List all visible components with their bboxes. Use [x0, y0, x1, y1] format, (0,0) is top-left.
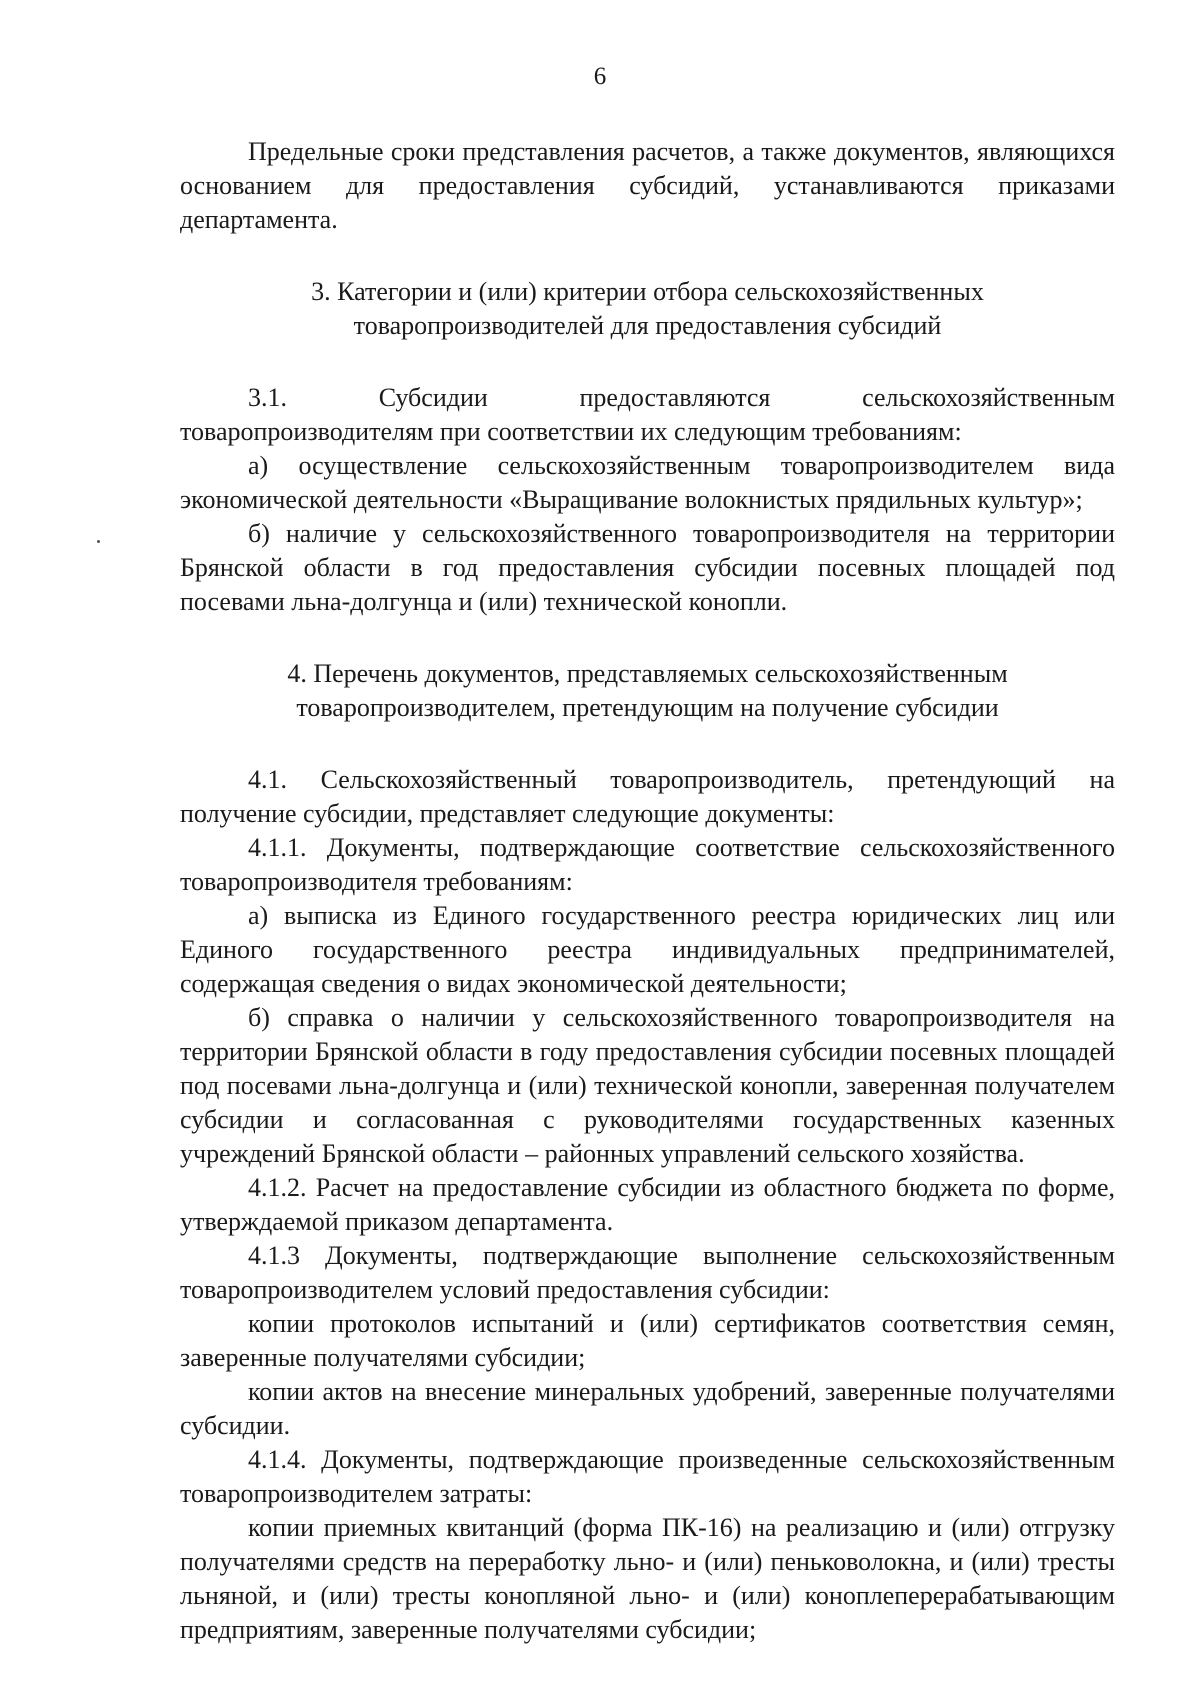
paragraph-4-1-2: 4.1.2. Расчет на предоставление субсидии из областного бюджета по форме, утверждаемой приказом департамента.	[180, 1173, 1115, 1236]
paragraph-3-1: 3.1. Субсидии предоставляются сельскохозяйственным товаропроизводителям при соответствии их следующим требованиям:	[180, 383, 1115, 446]
scan-speck	[97, 540, 100, 543]
paragraph-4-1-4: 4.1.4. Документы, подтверждающие произведенные сельскохозяйственным товаропроизводителем затраты:	[180, 1445, 1115, 1508]
paragraph-4-1-3-a: копии протоколов испытаний и (или) сертификатов соответствия семян, заверенные получателями субсидии;	[180, 1309, 1115, 1372]
paragraph-4-1-3-b: копии актов на внесение минеральных удобрений, заверенные получателями субсидии.	[180, 1377, 1115, 1440]
section-heading-3: 3. Категории и (или) критерии отбора сельскохозяйственных товаропроизводителей для предоставления субсидий	[311, 277, 984, 340]
paragraph-4-1-1: 4.1.1. Документы, подтверждающие соответствие сельскохозяйственного товаропроизводителя требованиям:	[180, 833, 1115, 896]
paragraph-4-1-3: 4.1.3 Документы, подтверждающие выполнение сельскохозяйственным товаропроизводителем условий предоставления субсидии:	[180, 1241, 1115, 1304]
paragraph-deadlines: Предельные сроки представления расчетов, а также документов, являющихся основанием для предоставления субсидий, устанавливаются приказами департамента.	[180, 137, 1115, 234]
paragraph-4-1-1-b: б) справка о наличии у сельскохозяйственного товаропроизводителя на территории Брянской области в году предоставления субсидии посевных площадей под посевами льна-долгунца и (или) технической конопли, заверенная получателем субсидии и согласованная с руководителями государственных казенных учреждений Брянской области – районных управлений сельского хозяйства.	[180, 1003, 1115, 1168]
paragraph-4-1-4-a: копии приемных квитанций (форма ПК-16) на реализацию и (или) отгрузку получателями средств на переработку льно- и (или) пеньковолокна, и (или) тресты льняной, и (или) тресты конопляной льно- и (или) коноплеперерабатывающим предприятиям, заверенные получателями субсидии;	[180, 1513, 1115, 1644]
paragraph-4-1: 4.1. Сельскохозяйственный товаропроизводитель, претендующий на получение субсидии, представляет следующие документы:	[180, 765, 1115, 828]
paragraph-4-1-1-a: а) выписка из Единого государственного реестра юридических лиц или Единого государственного реестра индивидуальных предпринимателей, содержащая сведения о видах экономической деятельности;	[180, 901, 1115, 998]
section-heading-4: 4. Перечень документов, представляемых сельскохозяйственным товаропроизводителем, претендующим на получение субсидии	[287, 659, 1008, 722]
paragraph-3-1-b: б) наличие у сельскохозяйственного товаропроизводителя на территории Брянской области в год предоставления субсидии посевных площадей под посевами льна-долгунца и (или) технической конопли.	[180, 519, 1115, 616]
page-number: 6	[593, 63, 607, 90]
paragraph-3-1-a: а) осуществление сельскохозяйственным товаропроизводителем вида экономической деятельности «Выращивание волокнистых прядильных культур»;	[180, 451, 1115, 514]
document-body	[180, 135, 1115, 1647]
